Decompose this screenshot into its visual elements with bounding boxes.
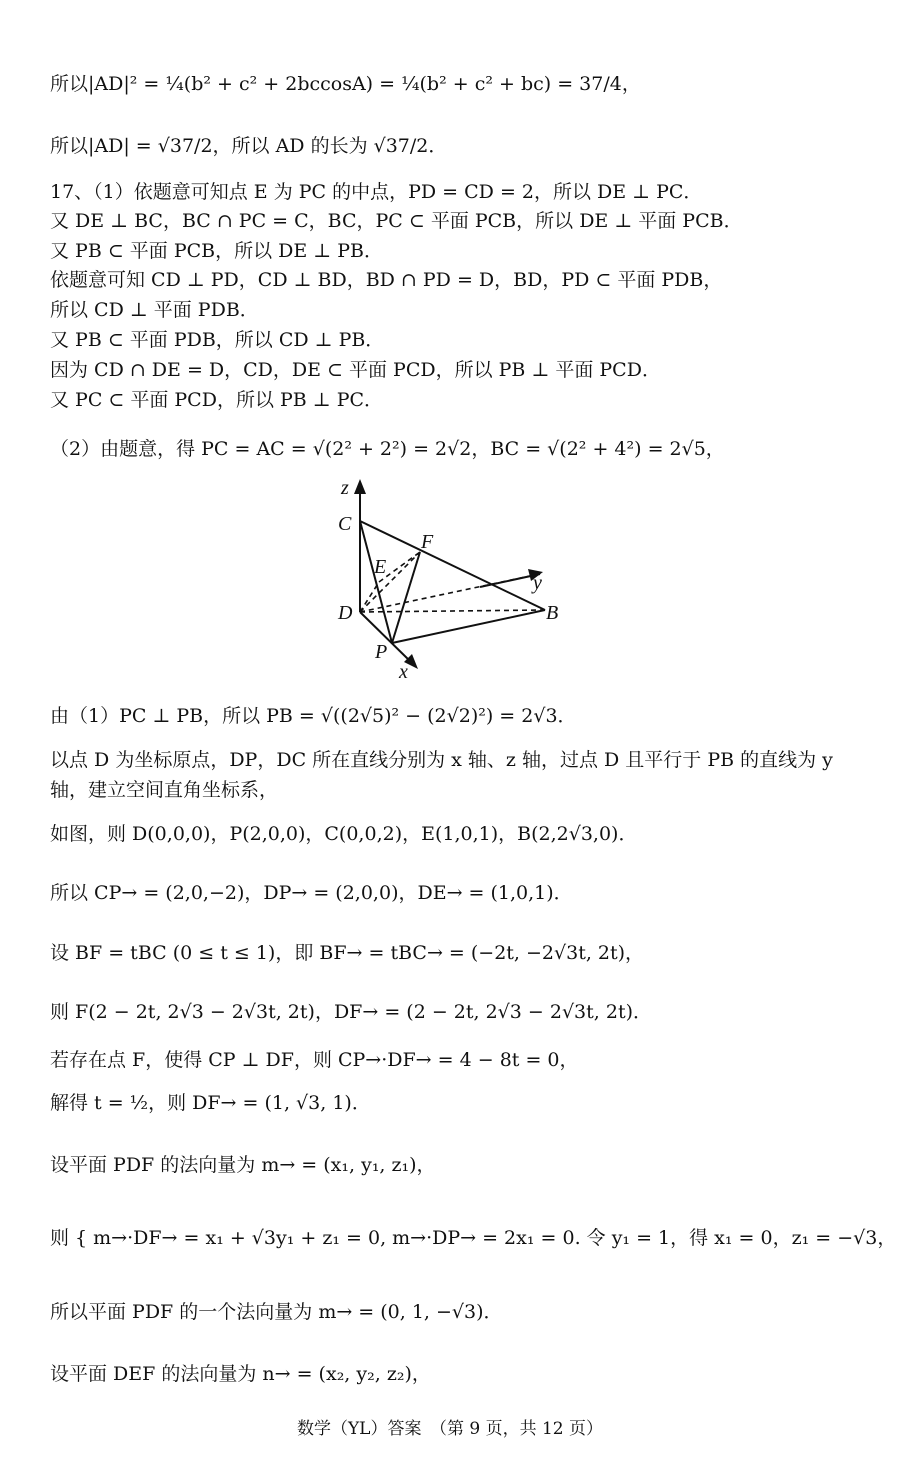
text-line: 解得 t = ½，则 DF→ = (1, √3, 1)． (50, 1092, 371, 1114)
edge-PB (392, 610, 545, 643)
text-line: 所以 CP→ = (2,0,−2)，DP→ = (2,0,0)，DE→ = (1,0,1)． (50, 882, 573, 904)
text-line: 所以 CD ⊥ 平面 PDB． (50, 299, 259, 321)
text-line: 则 { m→·DF→ = x₁ + √3y₁ + z₁ = 0, m→·DP→ = 2x₁ = 0. 令 y₁ = 1，得 x₁ = 0，z₁ = −√3， (50, 1227, 897, 1249)
text-line: 又 PB ⊂ 平面 PDB，所以 CD ⊥ PB． (50, 329, 385, 351)
text-line: 轴，建立空间直角坐标系， (50, 779, 279, 801)
label-P: P (375, 641, 388, 663)
label-F: F (421, 531, 434, 553)
text-line: 又 DE ⊥ BC，BC ∩ PC = C，BC，PC ⊂ 平面 PCB，所以 DE ⊥ 平面 PCB． (50, 210, 743, 232)
label-E: E (374, 556, 387, 578)
label-x: x (399, 661, 408, 683)
text-line: 由（1）PC ⊥ PB，所以 PB = √((2√5)² − (2√2)²) = 2√3． (50, 705, 577, 727)
text-line: 17、（1）依题意可知点 E 为 PC 的中点，PD = CD = 2，所以 DE ⊥ PC． (50, 181, 703, 203)
label-B: B (546, 602, 559, 624)
text-line: 依题意可知 CD ⊥ PD，CD ⊥ BD，BD ∩ PD = D，BD，PD ⊂ 平面 PDB， (50, 269, 723, 291)
text-line: 以点 D 为坐标原点，DP，DC 所在直线分别为 x 轴、z 轴，过点 D 且平行于 PB 的直线为 y (50, 749, 833, 771)
page-footer: 数学（YL）答案 （第 9 页，共 12 页） (296, 1419, 604, 1439)
text-line: 又 PB ⊂ 平面 PCB，所以 DE ⊥ PB． (50, 240, 383, 262)
text-line: 又 PC ⊂ 平面 PCD，所以 PB ⊥ PC． (50, 389, 384, 411)
text-line: 因为 CD ∩ DE = D，CD，DE ⊂ 平面 PCD，所以 PB ⊥ 平面 PCD． (50, 359, 661, 381)
text-line: 所以平面 PDF 的一个法向量为 m→ = (0, 1, −√3)． (50, 1301, 503, 1323)
edge-CP (360, 521, 392, 643)
label-z: z (341, 477, 349, 499)
text-line: （2）由题意，得 PC = AC = √(2² + 2²) = 2√2，BC = √(2² + 4²) = 2√5， (50, 438, 725, 460)
text-line: 设平面 DEF 的法向量为 n→ = (x₂, y₂, z₂)， (50, 1363, 431, 1385)
edge-CB (360, 521, 545, 610)
text-line: 设 BF = tBC (0 ≤ t ≤ 1)，即 BF→ = tBC→ = (−2t, −2√3t, 2t)， (50, 942, 645, 964)
label-D: D (338, 602, 353, 624)
text-line: 设平面 PDF 的法向量为 m→ = (x₁, y₁, z₁)， (50, 1154, 436, 1176)
z-arrow-icon (354, 479, 366, 494)
text-line: 若存在点 F，使得 CP ⊥ DF，则 CP→·DF→ = 4 − 8t = 0， (50, 1049, 579, 1071)
label-C: C (338, 513, 352, 535)
edge-DE (360, 582, 379, 612)
text-line: 所以|AD| = √37/2，所以 AD 的长为 √37/2． (50, 135, 448, 157)
text-line: 则 F(2 − 2t, 2√3 − 2√3t, 2t)，DF→ = (2 − 2t, 2√3 − 2√3t, 2t)． (50, 1001, 652, 1023)
text-line: 如图，则 D(0,0,0)，P(2,0,0)，C(0,0,2)，E(1,0,1)，B(2,2√3,0)． (50, 823, 638, 845)
edge-DB (360, 610, 545, 612)
text-line: 所以|AD|² = ¼(b² + c² + 2bccosA) = ¼(b² + c² + bc) = 37/4， (50, 73, 641, 95)
tetrahedron-figure (320, 470, 580, 685)
label-y: y (533, 572, 542, 594)
